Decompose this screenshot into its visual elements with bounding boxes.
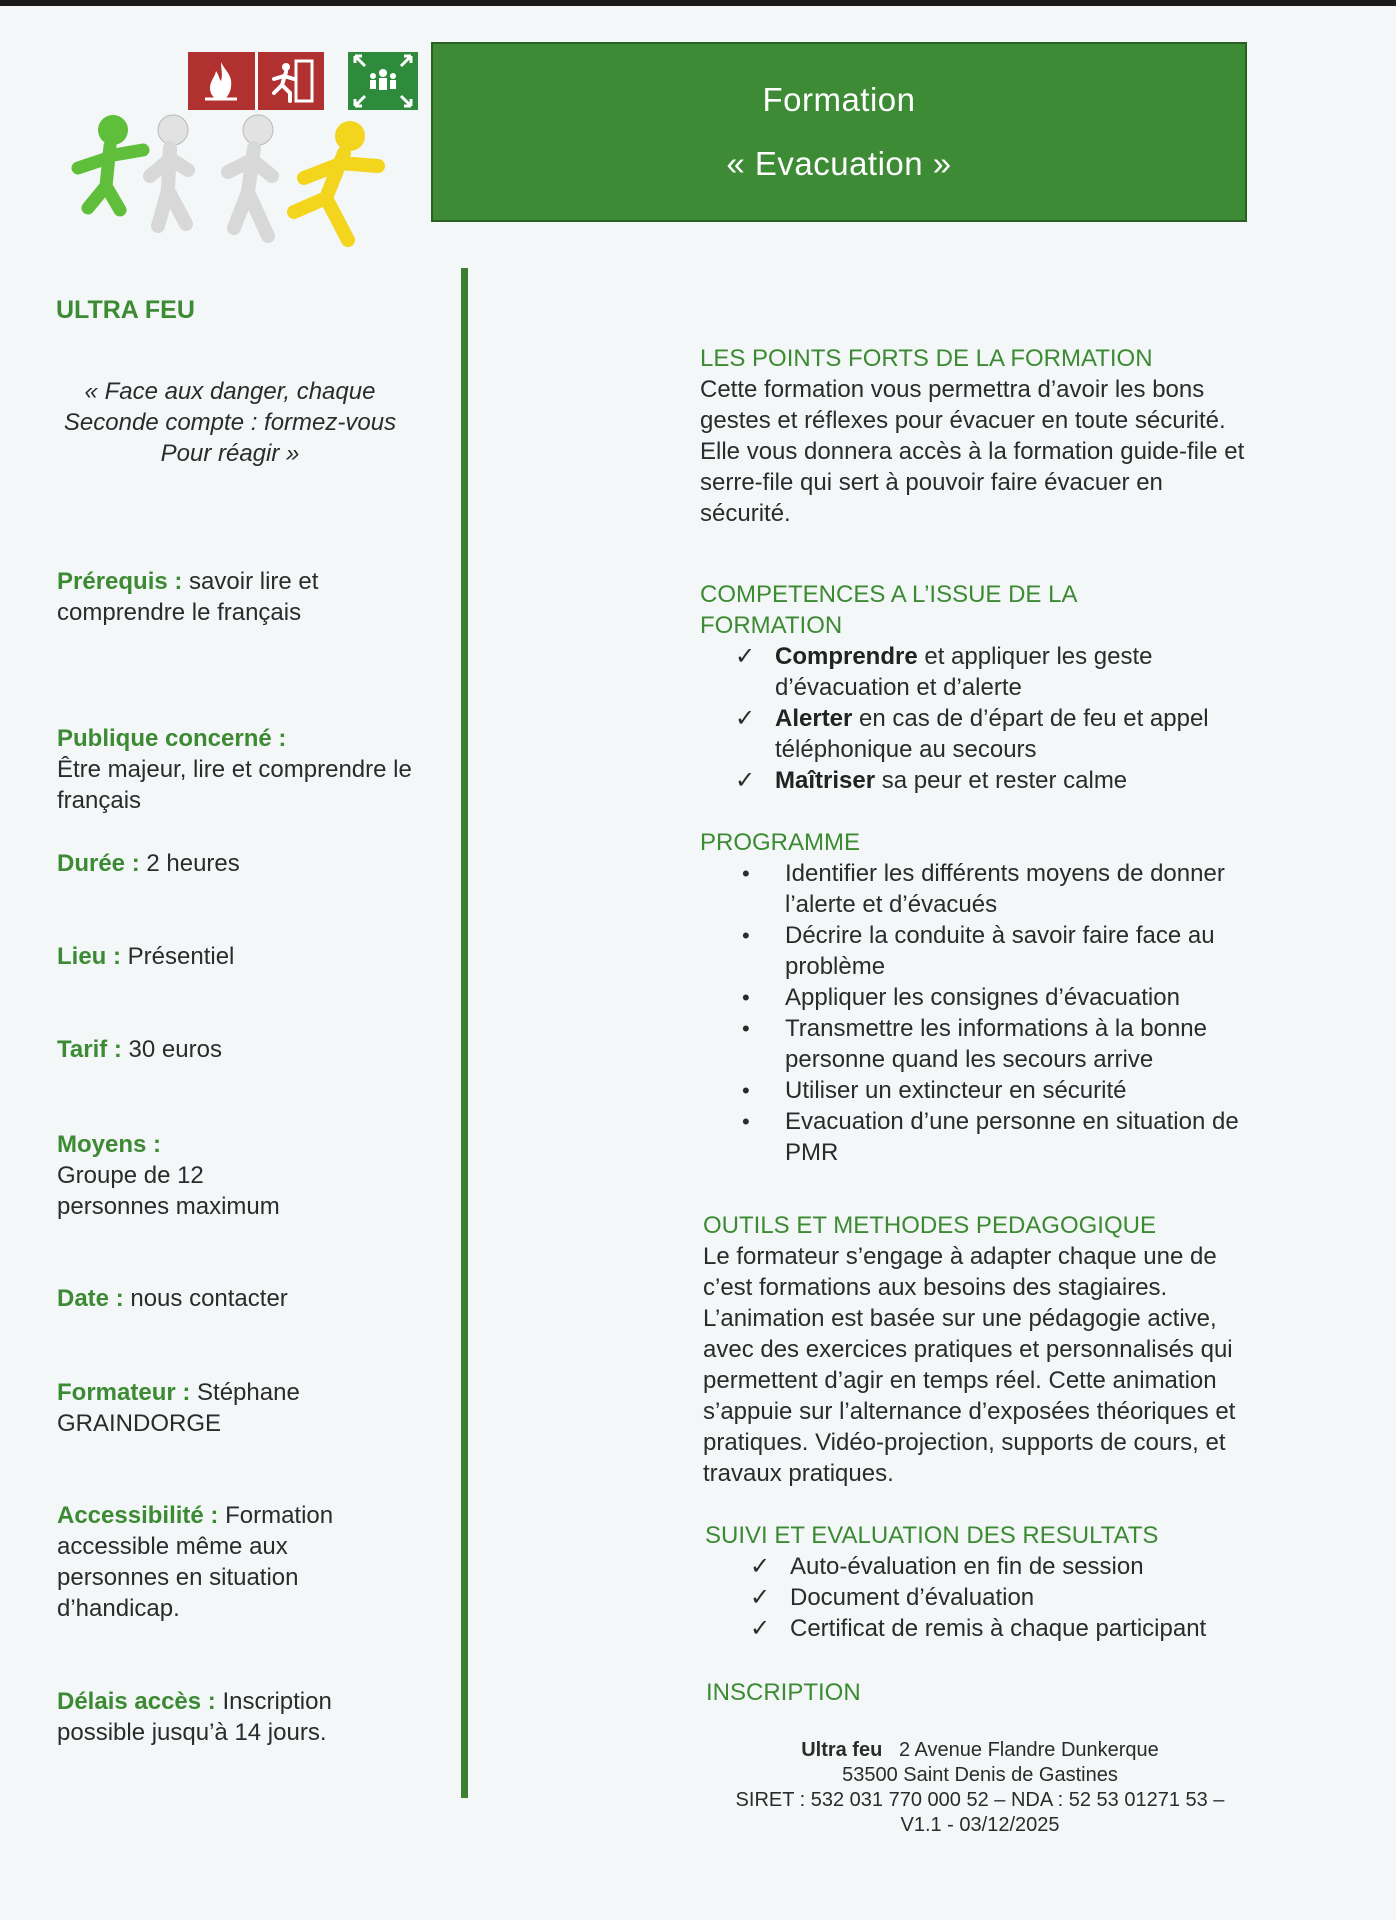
info-value: 30 euros — [121, 1036, 222, 1063]
title-banner — [431, 42, 1247, 222]
bullet-icon: • — [742, 923, 750, 948]
info-value: 2 heures — [139, 850, 240, 877]
section-suivi — [705, 1520, 1265, 1644]
info-label: Accessibilité : — [57, 1502, 219, 1529]
info-value: Stéphane GRAINDORGE — [57, 1379, 300, 1437]
item-text: sa peur et rester calme — [875, 767, 1128, 794]
programme-list — [700, 858, 1260, 1168]
info-value: savoir lire et comprendre le français — [57, 568, 319, 626]
info-value: Présentiel — [121, 943, 235, 970]
section-competences — [700, 579, 1140, 641]
info-value: Inscription possible jusqu’à 14 jours. — [57, 1688, 332, 1746]
section-title: OUTILS ET METHODES PEDAGOGIQUE — [703, 1212, 1156, 1239]
footer-address-1: 2 Avenue Flandre Dunkerque — [898, 1739, 1159, 1761]
info-label: Délais accès : — [57, 1688, 216, 1715]
item-text: Identifier les différents moyens de donner l’alerte et d’évacués — [785, 860, 1225, 918]
item-text: Document d’évaluation — [790, 1584, 1035, 1611]
info-value: nous contacter — [123, 1285, 288, 1312]
list-item — [735, 703, 1260, 765]
info-value: Être majeur, lire et comprendre le français — [57, 756, 412, 814]
info-value: Groupe de 12 personnes maximum — [57, 1162, 280, 1220]
item-keyword: Comprendre — [775, 643, 918, 670]
emergency-exit-icon — [255, 52, 325, 110]
bullet-icon: • — [742, 1078, 750, 1103]
check-icon: ✓ — [735, 767, 756, 794]
item-text: Certificat de remis à chaque participant — [790, 1615, 1207, 1642]
item-text: Appliquer les consignes d’évacuation — [785, 984, 1180, 1011]
list-item — [742, 1013, 1260, 1075]
info-label: Lieu : — [57, 943, 121, 970]
section-inscription — [706, 1677, 1266, 1708]
section-points-forts — [700, 343, 1260, 529]
fire-exit-signs — [188, 52, 324, 110]
green-figure — [78, 115, 143, 210]
section-text: Le formateur s’engage à adapter chaque une de c’est formations aux besoins des stagiaires. L’animation est basée sur une pédagogie active, avec des exercices pratiques et personnalisés qui permettent d’agir en temps réel. Cette animation s’appuie sur l’alternance d’exposées théoriques et pratiques. Vidéo-projection, supports de cours, et travaux pratiques. — [703, 1243, 1236, 1487]
info-label: Formateur : — [57, 1379, 191, 1406]
white-figure-2 — [228, 115, 273, 236]
item-keyword: Alerter — [775, 705, 853, 732]
info-duree — [57, 848, 427, 879]
item-text: en cas de d’épart de feu et appel téléphonique au secours — [775, 705, 1209, 763]
running-figures-illustration — [58, 108, 418, 248]
info-label: Tarif : — [57, 1036, 122, 1063]
check-icon: ✓ — [750, 1615, 771, 1642]
white-figure-1 — [150, 115, 188, 226]
yellow-figure — [294, 121, 378, 240]
footer-contact — [680, 1738, 1280, 1831]
section-title: LES POINTS FORTS DE LA FORMATION — [700, 345, 1153, 372]
list-item — [735, 765, 1260, 796]
list-item — [742, 1075, 1260, 1106]
assembly-point-icon — [348, 52, 418, 110]
brand-name: ULTRA FEU — [56, 296, 195, 324]
list-item — [750, 1551, 1265, 1582]
check-icon: ✓ — [735, 643, 756, 670]
list-item — [742, 858, 1260, 920]
item-text: Décrire la conduite à savoir faire face au problème — [785, 922, 1215, 980]
info-label: Moyens : — [57, 1131, 162, 1158]
info-prerequis — [57, 566, 327, 628]
info-moyens — [57, 1129, 317, 1222]
footer-company: Ultra feu — [801, 1739, 883, 1761]
info-label: Prérequis : — [57, 568, 183, 595]
item-text: Utiliser un extincteur en sécurité — [785, 1077, 1127, 1104]
suivi-list — [715, 1551, 1265, 1644]
item-text: Transmettre les informations à la bonne personne quand les secours arrive — [785, 1015, 1207, 1073]
section-title: SUIVI ET EVALUATION DES RESULTATS — [705, 1522, 1159, 1549]
info-delais — [57, 1686, 367, 1748]
fire-icon — [188, 52, 255, 110]
bullet-icon: • — [742, 1016, 750, 1041]
info-tarif — [57, 1034, 427, 1065]
info-formateur — [57, 1377, 337, 1439]
banner-line-2: « Evacuation » — [726, 145, 952, 182]
item-text: Evacuation d’une personne en situation de PMR — [785, 1108, 1239, 1166]
item-text: et appliquer les geste d’évacuation et d’alerte — [775, 643, 1153, 701]
footer-version: V1.1 - 03/12/2025 — [900, 1814, 1060, 1831]
info-label: Publique concerné : — [57, 725, 287, 752]
item-text: Auto-évaluation en fin de session — [790, 1553, 1144, 1580]
list-item — [742, 920, 1260, 982]
item-keyword: Maîtriser — [775, 767, 876, 794]
info-accessibilite — [57, 1500, 367, 1624]
info-label: Durée : — [57, 850, 140, 877]
info-lieu — [57, 941, 427, 972]
footer-ids: SIRET : 532 031 770 000 52 – NDA : 52 53 01271 53 – — [735, 1789, 1225, 1811]
bullet-icon: • — [742, 861, 750, 886]
check-icon: ✓ — [750, 1584, 771, 1611]
list-item — [742, 982, 1260, 1013]
bullet-icon: • — [742, 985, 750, 1010]
column-divider — [461, 268, 468, 1798]
competences-list — [700, 641, 1260, 796]
check-icon: ✓ — [735, 705, 756, 732]
list-item — [750, 1582, 1265, 1613]
section-programme — [700, 827, 1260, 1168]
info-label: Date : — [57, 1285, 124, 1312]
list-item — [735, 641, 1260, 703]
bullet-icon: • — [742, 1109, 750, 1134]
footer-address-2: 53500 Saint Denis de Gastines — [842, 1764, 1118, 1786]
competences-list-wrap — [700, 641, 1260, 796]
info-value: Formation accessible même aux personnes en situation d’handicap. — [57, 1502, 334, 1622]
banner-line-1: Formation — [762, 81, 916, 118]
info-date — [57, 1283, 427, 1314]
list-item — [750, 1613, 1265, 1644]
section-title: PROGRAMME — [700, 829, 861, 856]
section-title: COMPETENCES A L’ISSUE DE LA FORMATION — [700, 581, 1077, 639]
list-item — [742, 1106, 1260, 1168]
info-publique — [57, 723, 417, 816]
footer-address-line-1 — [680, 1738, 1280, 1763]
check-icon: ✓ — [750, 1553, 771, 1580]
section-text: Cette formation vous permettra d’avoir les bons gestes et réflexes pour évacuer en toute sécurité. Elle vous donnera accès à la formation guide-file et serre-file qui sert à pouvoir faire évacuer en sécurité. — [700, 376, 1245, 527]
section-outils — [703, 1210, 1263, 1489]
page-top-edge — [0, 0, 1396, 6]
slogan-quote: « Face aux danger, chaque Seconde compte : formez-vous Pour réagir » — [63, 378, 397, 467]
section-title: INSCRIPTION — [706, 1679, 861, 1706]
